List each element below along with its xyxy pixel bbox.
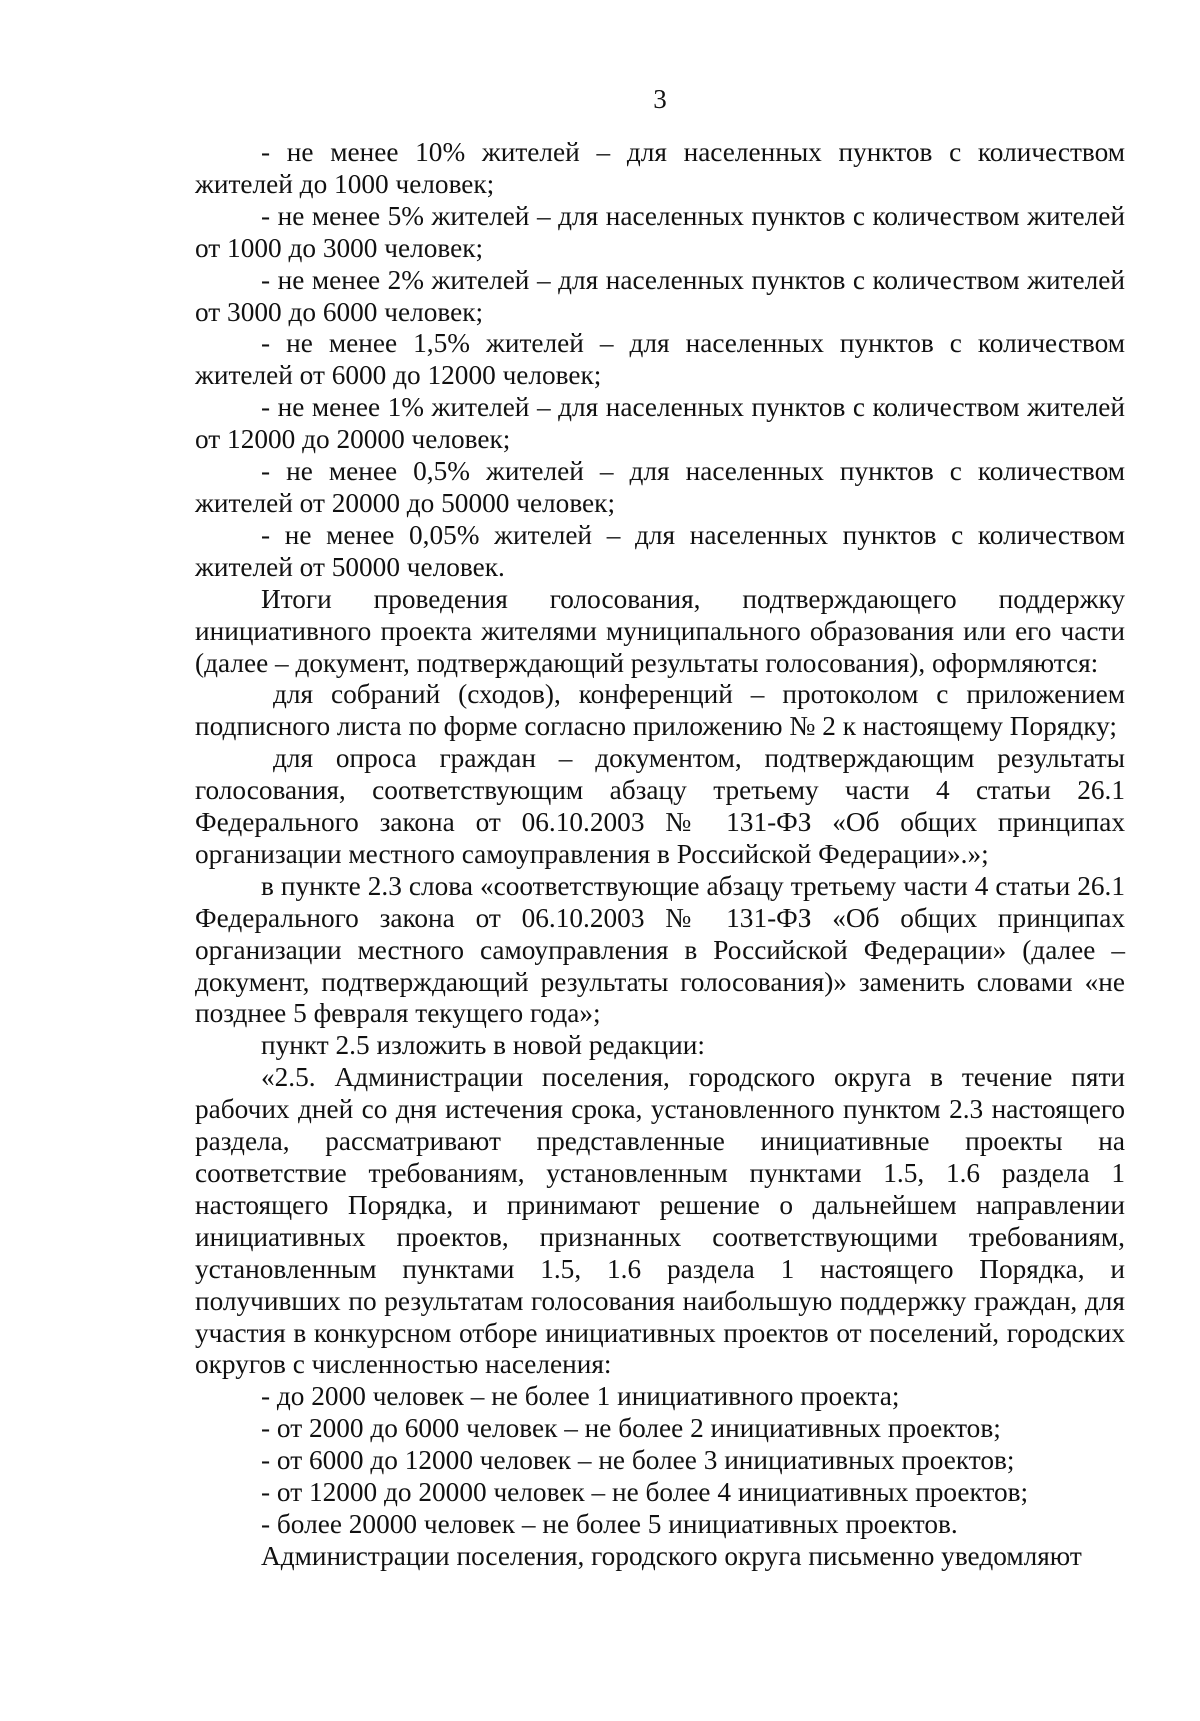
clause-2-5-intro: пункт 2.5 изложить в новой редакции: xyxy=(261,1030,705,1061)
threshold-item: - не менее 0,05% жителей – для населенных пунктов с количеством жителей от 50000 человек. xyxy=(195,519,1125,582)
project-limit-item: - более 20000 человек – не более 5 инициативных проектов. xyxy=(261,1508,958,1539)
page-number: 3 xyxy=(653,84,667,114)
project-limit-item: - от 12000 до 20000 человек – не более 4 инициативных проектов; xyxy=(261,1477,1029,1508)
document-page xyxy=(195,84,1125,1573)
threshold-item: - не менее 5% жителей – для населенных пунктов с количеством жителей от 1000 до 3000 человек; xyxy=(195,200,1125,263)
closing-paragraph: Администрации поселения, городского округа письменно уведомляют xyxy=(261,1540,1082,1571)
project-limit-item: - от 6000 до 12000 человек – не более 3 инициативных проектов; xyxy=(261,1445,1015,1476)
survey-paragraph: для опроса граждан – документом, подтверждающим результаты голосования, соответствующим абзацу третьему части 4 статьи 26.1 Федерального закона от 06.10.2003 № 131-ФЗ «Об общих принципах организации местного самоуправления в Российской Федерации».»; xyxy=(195,743,1125,869)
threshold-item: - не менее 10% жителей – для населенных пунктов с количеством жителей до 1000 человек; xyxy=(195,137,1125,199)
threshold-item: - не менее 0,5% жителей – для населенных пунктов с количеством жителей от 20000 до 50000 человек; xyxy=(195,456,1125,518)
voting-results-paragraph: Итоги проведения голосования, подтверждающего поддержку инициативного проекта жителями муниципального образования или его части (далее – документ, подтверждающий результаты голосования), оформляются: xyxy=(195,583,1125,678)
meetings-paragraph: для собраний (сходов), конференций – протоколом с приложением подписного листа по форме согласно приложению № 2 к настоящему Порядку; xyxy=(195,679,1125,742)
threshold-item: - не менее 1% жителей – для населенных пунктов с количеством жителей от 12000 до 20000 человек; xyxy=(195,392,1125,455)
document-body xyxy=(195,137,1125,1573)
threshold-item: - не менее 2% жителей – для населенных пунктов с количеством жителей от 3000 до 6000 человек; xyxy=(195,264,1125,327)
clause-2-5-paragraph: «2.5. Администрации поселения, городского округа в течение пяти рабочих дней со дня истечения срока, установленного пунктом 2.3 настоящего раздела, рассматривают представленные инициативные проекты на соответствие требованиям, установленным пунктами 1.5, 1.6 раздела 1 настоящего Порядка, и принимают решение о дальнейшем направлении инициативных проектов, признанных соответствующими требованиям, установленным пунктами 1.5, 1.6 раздела 1 настоящего Порядка, и получивших по результатам голосования наибольшую поддержку граждан, для участия в конкурсном отборе инициативных проектов от поселений, городских округов с численностью населения: xyxy=(195,1062,1125,1380)
project-limit-item: - до 2000 человек – не более 1 инициативного проекта; xyxy=(261,1381,900,1412)
clause-2-3-paragraph: в пункте 2.3 слова «соответствующие абзацу третьему части 4 статьи 26.1 Федерального закона от 06.10.2003 № 131-ФЗ «Об общих принципах организации местного самоуправления в Российской Федерации» (далее – документ, подтверждающий результаты голосования)» заменить словами «не позднее 5 февраля текущего года»; xyxy=(195,870,1125,1029)
project-limit-item: - от 2000 до 6000 человек – не более 2 инициативных проектов; xyxy=(261,1413,1001,1444)
threshold-item: - не менее 1,5% жителей – для населенных пунктов с количеством жителей от 6000 до 12000 человек; xyxy=(195,328,1125,391)
